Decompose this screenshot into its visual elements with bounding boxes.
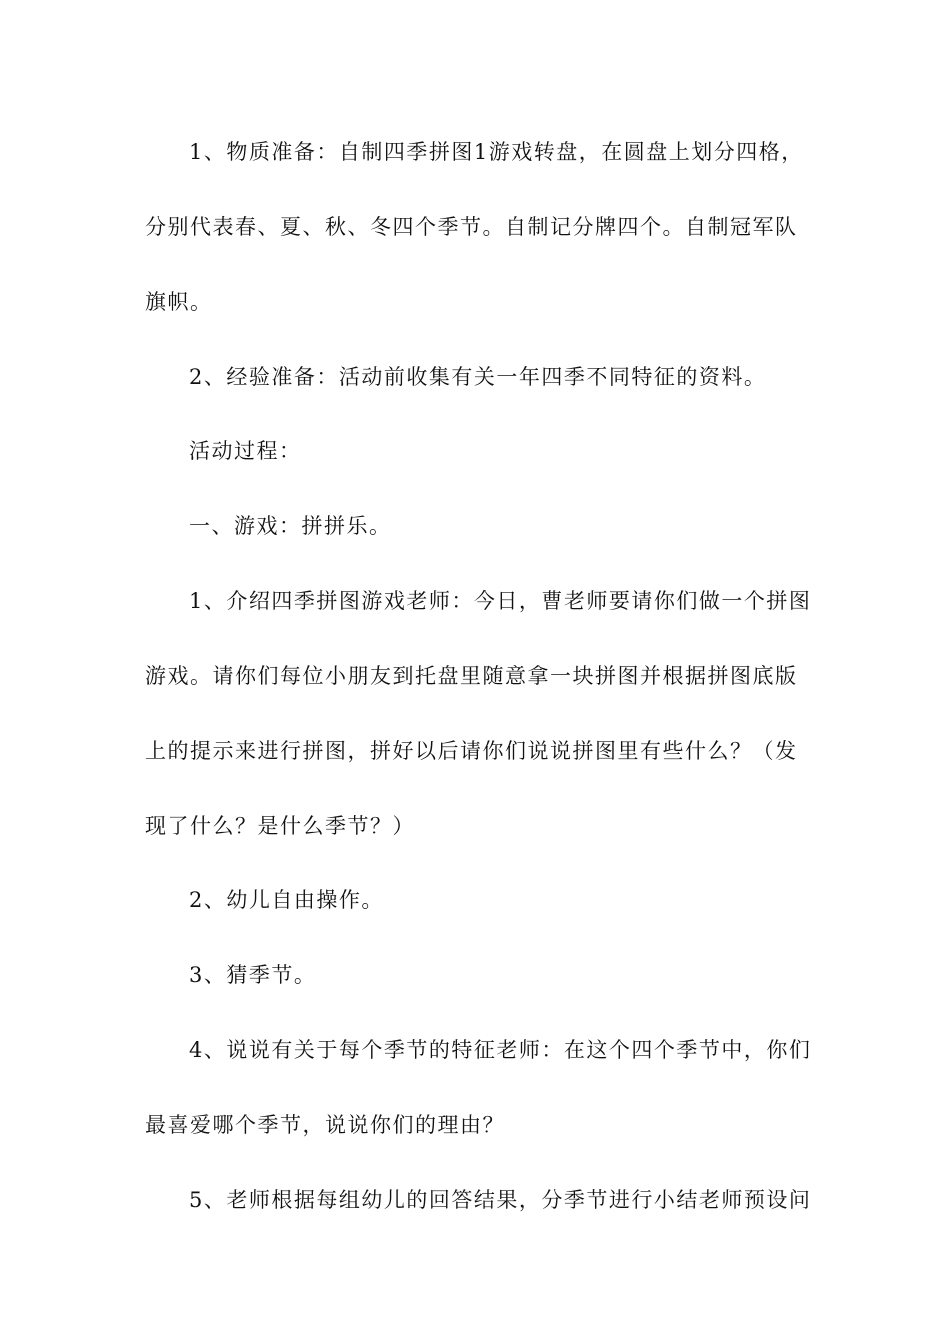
paragraph-line: 现了什么？是什么季节？） (145, 814, 415, 838)
paragraph-line: 4、说说有关于每个季节的特征老师：在这个四个季节中，你们 (189, 1038, 812, 1062)
paragraph-line: 1、物质准备：自制四季拼图1游戏转盘，在圆盘上划分四格， (189, 140, 804, 164)
paragraph-line: 游戏。请你们每位小朋友到托盘里随意拿一块拼图并根据拼图底版 (145, 664, 798, 688)
paragraph-line: 1、介绍四季拼图游戏老师：今日，曹老师要请你们做一个拼图 (189, 589, 812, 613)
paragraph-line: 分别代表春、夏、秋、冬四个季节。自制记分牌四个。自制冠军队 (145, 215, 798, 239)
paragraph-line: 上的提示来进行拼图，拼好以后请你们说说拼图里有些什么？（发 (145, 739, 798, 763)
paragraph-line: 最喜爱哪个季节，说说你们的理由？ (145, 1113, 505, 1137)
paragraph-line: 2、幼儿自由操作。 (189, 888, 384, 912)
paragraph-line: 3、猜季节。 (189, 963, 317, 987)
paragraph-line: 旗帜。 (145, 290, 213, 314)
paragraph-line: 2、经验准备：活动前收集有关一年四季不同特征的资料。 (189, 365, 767, 389)
paragraph-line: 5、老师根据每组幼儿的回答结果，分季节进行小结老师预设问 (189, 1188, 812, 1212)
section-heading: 一、游戏：拼拼乐。 (189, 514, 392, 538)
section-heading: 活动过程： (189, 439, 302, 463)
